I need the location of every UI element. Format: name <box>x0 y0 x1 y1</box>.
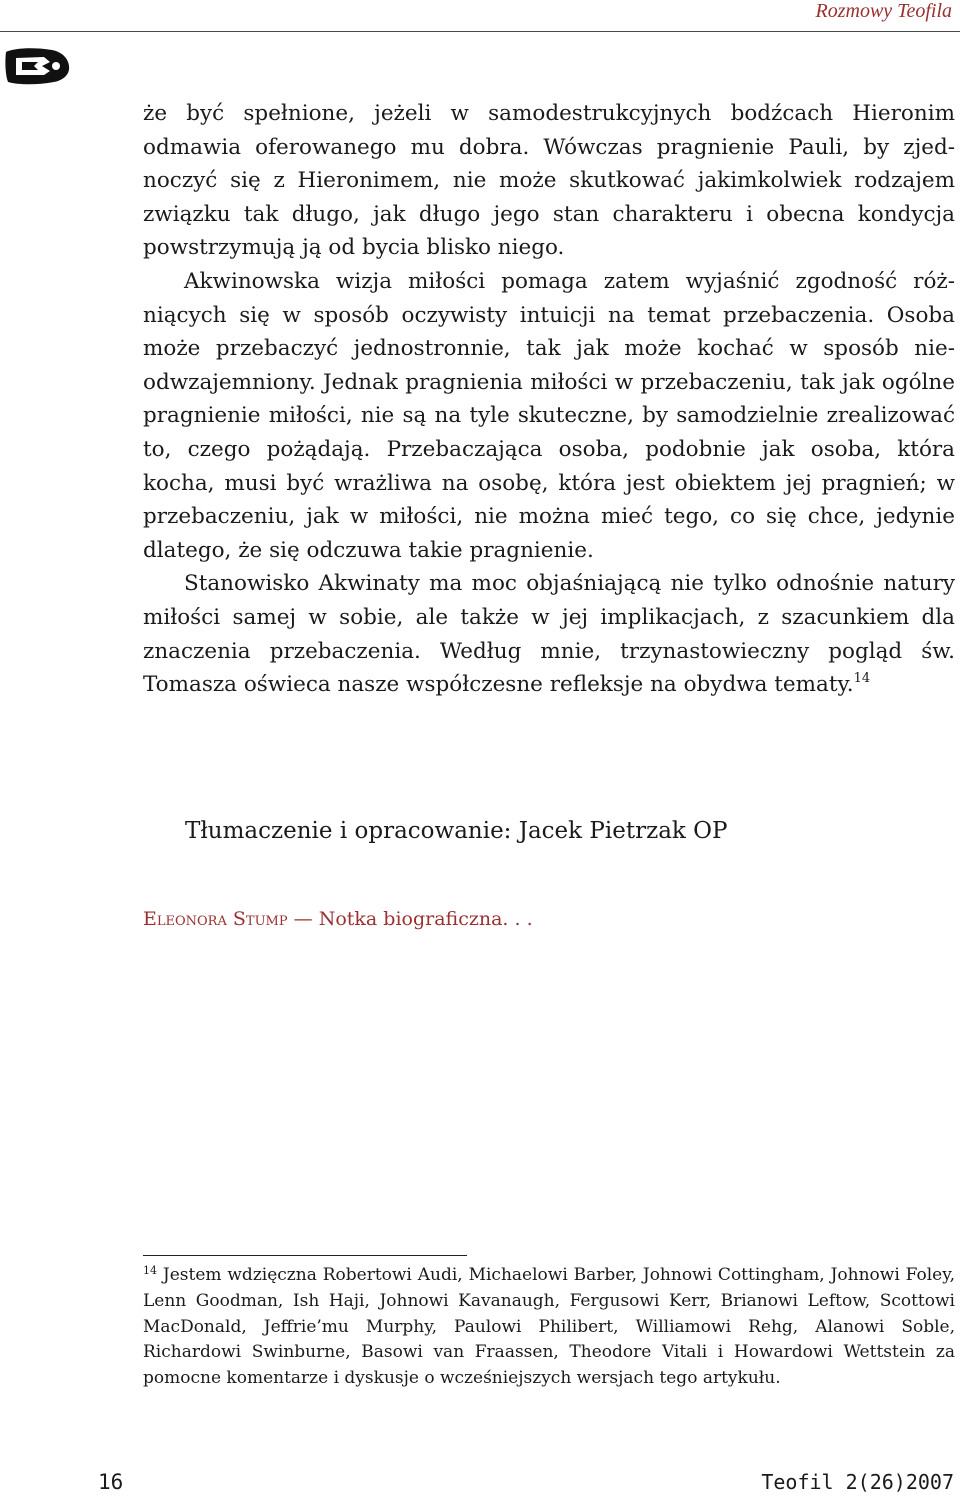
footnote-number: 14 <box>143 1264 157 1277</box>
footnote-divider <box>143 1255 467 1256</box>
bio-separator: — <box>293 908 313 930</box>
page-number: 16 <box>98 1470 124 1494</box>
paragraph-3 <box>143 567 955 701</box>
header-divider <box>0 31 960 32</box>
article-body <box>143 97 955 702</box>
bio-author-name: Eleonora Stump <box>143 908 288 930</box>
translator-credit: Tłumaczenie i opracowanie: Jacek Pietrzak OP <box>185 818 728 844</box>
footnote-reference[interactable]: 14 <box>853 671 871 687</box>
paragraph-2: Akwinowska wizja miłości pomaga zatem wyjaśnić zgodność różniących się w sposób oczywisty intuicji na temat przebaczenia. Osoba może przebaczyć jednostronnie, tak jak może kochać w sposób nieodwzajemniony. Jednak pragnienia miłości w przebaczeniu, tak jak ogólne pragnienie miłości, nie są na tyle skuteczne, by samodzielnie zrealizować to, czego pożądają. Przebaczająca osoba, podobnie jak osoba, która kocha, musi być wrażliwa na osobę, która jest obiektem jej pragnień; w przebaczeniu, jak w miłości, nie można mieć tego, co się chce, jedynie dlatego, że się odczuwa takie pragnienie. <box>143 268 955 563</box>
bio-title: Notka biograficzna. . . <box>318 908 533 930</box>
journal-issue: Teofil 2(26)2007 <box>761 1470 954 1494</box>
journal-emblem-icon <box>4 44 70 88</box>
paragraph-1: że być spełnione, jeżeli w samodestrukcyjnych bodźcach Hieronim odmawia oferowanego mu dobra. Wówczas pragnienie Pauli, by zjednoczyć się z Hieronimem, nie może skutkować jakimkolwiek rodzajem związku tak długo, jak długo jego stan charakteru i obecna kondycja powstrzymują ją od bycia blisko niego. <box>143 101 955 261</box>
author-bio-link[interactable] <box>143 908 533 930</box>
paragraph-3-text: Stanowisko Akwinaty ma moc objaśniającą nie tylko odnośnie natury miłości samej w sobie, ale także w jej implikacjach, z szacunkiem dla znaczenia przebaczenia. Według mnie, trzynastowieczny pogląd św. Tomasza oświeca nasze współczesne refleksje na obydwa tematy. <box>143 571 955 698</box>
running-head-title: Rozmowy Teofila <box>815 0 952 22</box>
footnote-text: Jestem wdzięczna Robertowi Audi, Michaelowi Barber, Johnowi Cottingham, Johnowi Foley, Lenn Goodman, Ish Haji, Johnowi Kavanaugh, Fergusowi Kerr, Brianowi Leftow, Scottowi MacDonald, Jeffrie’mu Murphy, Paulowi Philibert, Williamowi Rehg, Alanowi Soble, Richardowi Swinburne, Basowi van Fraassen, Theodore Vitali i Howardowi Wettstein za pomocne komentarze i dyskusje o wcześniejszych wersjach tego artykułu. <box>143 1265 955 1389</box>
footnote-14 <box>143 1263 955 1392</box>
